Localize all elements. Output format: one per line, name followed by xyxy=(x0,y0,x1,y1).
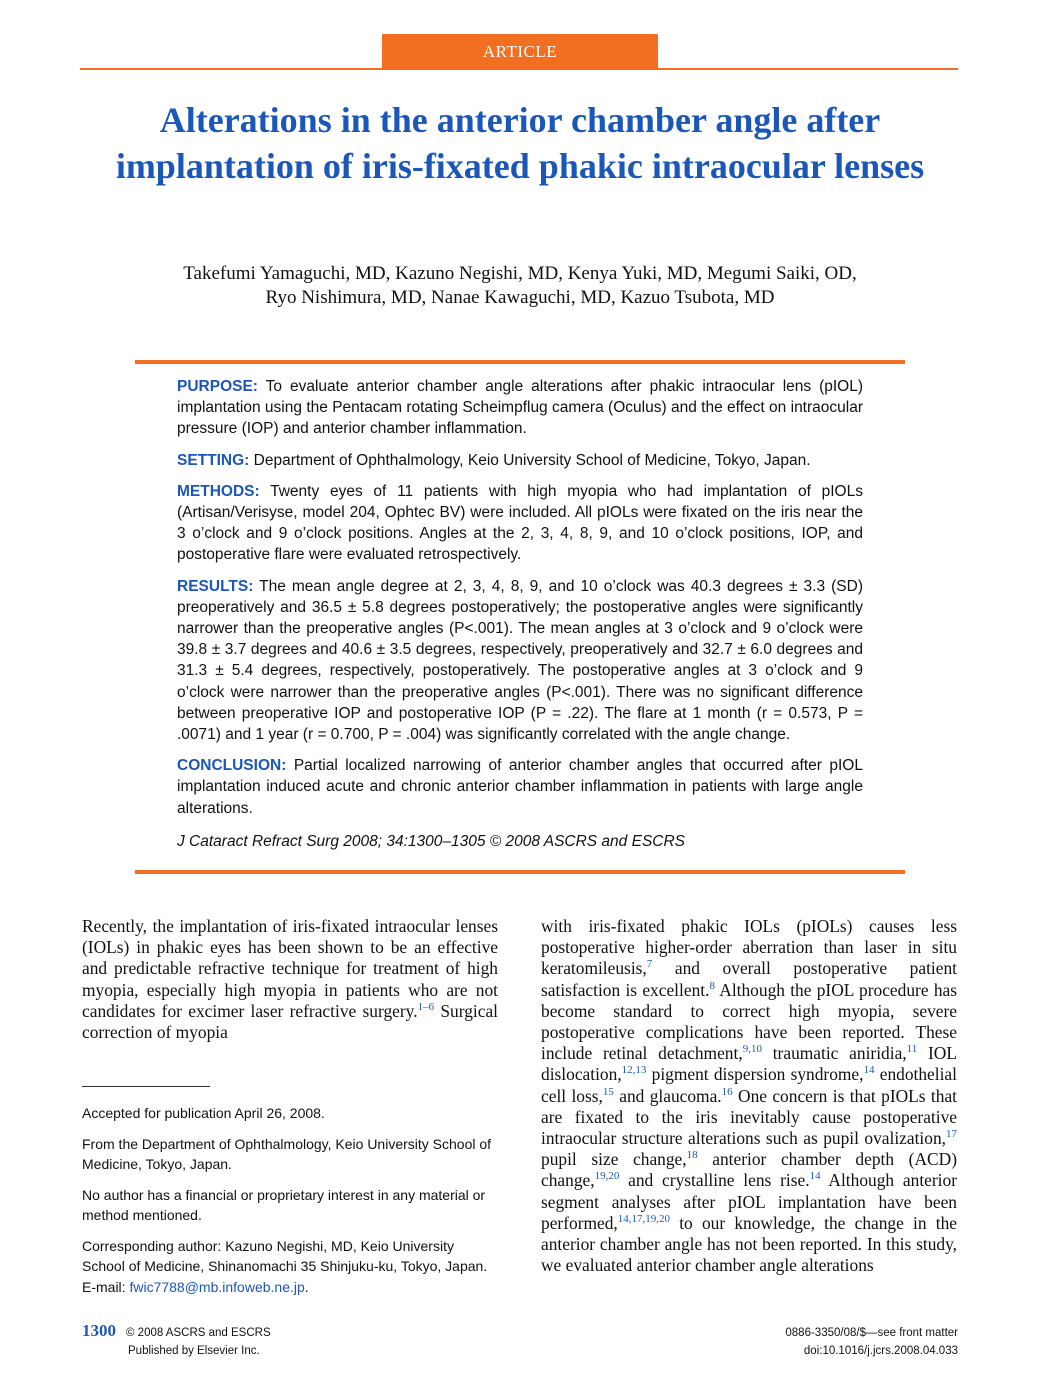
article-type-tag: ARTICLE xyxy=(382,34,658,68)
journal-citation: J Cataract Refract Surg 2008; 34:1300–1305 © 2008 ASCRS and ESCRS xyxy=(177,832,686,850)
reference-link[interactable]: 14 xyxy=(809,1170,821,1183)
methods-label: METHODS: xyxy=(177,482,260,500)
abstract-purpose xyxy=(177,376,863,440)
reference-link[interactable]: 18 xyxy=(686,1149,698,1162)
body-text: Surgical correction of myopia xyxy=(82,1000,498,1043)
methods-text: Twenty eyes of 11 patients with high myopia who had implantation of pIOLs (Artisan/Verisyse, model 204, Ophtec BV) were included. All pIOLs were fixated on the iris near the 3 o’clock and 9 o’clock positions. Angles at the 2, 3, 4, 8, 9, and 10 o’clock positions, IOP, and postoperative flare were evaluated retrospectively. xyxy=(177,482,863,564)
footer-issn: 0886-3350/08/$—see front matter xyxy=(785,1327,958,1339)
setting-text: Department of Ophthalmology, Keio University School of Medicine, Tokyo, Japan. xyxy=(253,451,811,469)
purpose-label: PURPOSE: xyxy=(177,378,258,395)
footnote-rule xyxy=(82,1086,210,1087)
body-text: IOL dislocation, xyxy=(541,1043,957,1085)
body-text: Although the pIOL procedure has become standard to correct high myopia, severe postoperative complications have been reported. These include retinal detachment, xyxy=(541,979,957,1064)
body-column-left xyxy=(82,916,498,1043)
email-link[interactable]: fwic7788@mb.infoweb.ne.jp xyxy=(129,1278,305,1295)
body-text: endothelial cell loss, xyxy=(541,1064,957,1106)
abstract-bottom-rule xyxy=(135,870,905,874)
body-text: with iris-fixated phakic IOLs (pIOLs) causes less postoperative higher-order aberration than laser in situ keratomileusis, xyxy=(541,916,957,979)
footnote-end: . xyxy=(304,1278,309,1295)
body-column-right xyxy=(541,916,957,1276)
body-text: Although anterior segment analyses after pIOL implantation have been performed, xyxy=(541,1170,957,1233)
reference-link[interactable]: 19,20 xyxy=(594,1170,620,1183)
intro-paragraph-right xyxy=(541,916,957,1276)
body-text: anterior chamber depth (ACD) change, xyxy=(541,1149,957,1191)
reference-link[interactable]: 8 xyxy=(709,979,715,992)
body-text: pupil size change, xyxy=(541,1149,687,1170)
article-title: Alterations in the anterior chamber angle after implantation of iris-fixated phakic intraocular lenses xyxy=(115,100,925,186)
footnote-disclosure: No author has a financial or proprietary interest in any material or method mentioned. xyxy=(82,1186,486,1223)
reference-link[interactable]: 12,13 xyxy=(621,1064,647,1077)
footer-right xyxy=(658,1322,958,1360)
reference-link[interactable]: 9,10 xyxy=(742,1043,762,1056)
abstract-methods xyxy=(177,481,863,566)
footer-left xyxy=(82,1322,502,1360)
results-label: RESULTS: xyxy=(177,577,254,595)
intro-paragraph-left xyxy=(82,916,498,1043)
header-rule xyxy=(80,68,958,70)
reference-link[interactable]: 14,17,19,20 xyxy=(617,1213,671,1226)
purpose-text: To evaluate anterior chamber angle alterations after phakic intraocular lens (pIOL) implantation using the Pentacam rotating Scheimpflug camera (Oculus) and the effect on intraocular pressure (IOP) and anterior chamber inflammation. xyxy=(177,378,864,438)
page-number: 1300 xyxy=(82,1321,116,1340)
footer-publisher: Published by Elsevier Inc. xyxy=(128,1345,260,1357)
author-list xyxy=(80,262,960,310)
abstract-top-rule xyxy=(135,360,905,364)
conclusion-label: CONCLUSION: xyxy=(177,757,287,775)
reference-link[interactable]: 16 xyxy=(721,1085,733,1098)
footer-doi[interactable]: doi:10.1016/j.jcrs.2008.04.033 xyxy=(803,1345,958,1357)
reference-link[interactable]: 1–6 xyxy=(417,1001,435,1014)
conclusion-text: Partial localized narrowing of anterior chamber angles that occurred after pIOL implantation induced acute and chronic anterior chamber inflammation in patients with large angle alterations. xyxy=(177,757,863,817)
footer-line-1 xyxy=(82,1322,502,1342)
body-text: and overall postoperative patient satisfaction is excellent. xyxy=(541,958,957,1000)
reference-link[interactable]: 14 xyxy=(863,1064,875,1077)
reference-link[interactable]: 17 xyxy=(946,1128,957,1141)
abstract-results xyxy=(177,576,863,746)
corresponding-author-text: Corresponding author: Kazuno Negishi, MD, Keio University School of Medicine, Shinanomachi 35 Shinjuku-ku, Tokyo, Japan. E-mail: xyxy=(82,1237,488,1295)
body-text: Recently, the implantation of iris-fixated intraocular lenses (IOLs) in phakic eyes has been shown to be an effective and predictable refractive technique for treatment of high myopia, especially high myopia in patients who are not candidates for excimer laser refractive surgery. xyxy=(82,916,498,1021)
reference-link[interactable]: 11 xyxy=(906,1043,918,1056)
author-line-1: Takefumi Yamaguchi, MD, Kazuno Negishi, MD, Kenya Yuki, MD, Megumi Saiki, OD, xyxy=(183,263,857,284)
body-text: to our knowledge, the change in the anterior chamber angle has not been reported. In this study, we evaluated anterior chamber angle alterations xyxy=(541,1212,957,1276)
abstract-conclusion xyxy=(177,755,863,819)
body-text: traumatic aniridia, xyxy=(761,1043,907,1064)
abstract xyxy=(177,376,863,862)
reference-link[interactable]: 7 xyxy=(646,958,653,971)
reference-link[interactable]: 15 xyxy=(602,1085,614,1098)
body-text: pigment dispersion syndrome, xyxy=(646,1064,864,1085)
author-line-2: Ryo Nishimura, MD, Nanae Kawaguchi, MD, Kazuo Tsubota, MD xyxy=(265,287,775,308)
footnotes xyxy=(82,1103,499,1307)
abstract-setting xyxy=(177,450,863,471)
results-text: The mean angle degree at 2, 3, 4, 8, 9, and 10 o’clock was 40.3 degrees ± 3.3 (SD) preoperatively and 36.5 ± 5.8 degrees postoperatively; the postoperative angles were significantly narrower than the preoperative angles (P<.001). The mean angles at 3 o’clock and 9 o’clock were 39.8 ± 3.7 degrees and 40.6 ± 3.5 degrees, respectively, preoperatively and 32.7 ± 6.0 degrees and 31.3 ± 5.4 degrees, respectively, postoperatively. The postoperative angles at 3 o’clock and 9 o’clock were narrower than the preoperative angles (P<.001). There was no significant difference between preoperative IOP and postoperative IOP (P = .22). The flare at 1 month (r = 0.573, P = .0071) and 1 year (r = 0.700, P = .004) was significantly correlated with the angle change. xyxy=(177,577,863,744)
body-text: and crystalline lens rise. xyxy=(619,1170,810,1191)
footnote-affiliation: From the Department of Ophthalmology, Keio University School of Medicine, Tokyo, Japan. xyxy=(82,1135,492,1172)
footnote-corresponding xyxy=(82,1236,499,1298)
body-text: One concern is that pIOLs that are fixated to the iris inevitably cause postoperative intraocular structure alterations such as pupil ovalization, xyxy=(541,1085,957,1149)
setting-label: SETTING: xyxy=(177,451,250,469)
footer-copyright: © 2008 ASCRS and ESCRS xyxy=(126,1327,271,1339)
body-text: and glaucoma. xyxy=(613,1085,722,1106)
footnote-accepted: Accepted for publication April 26, 2008. xyxy=(82,1105,325,1121)
